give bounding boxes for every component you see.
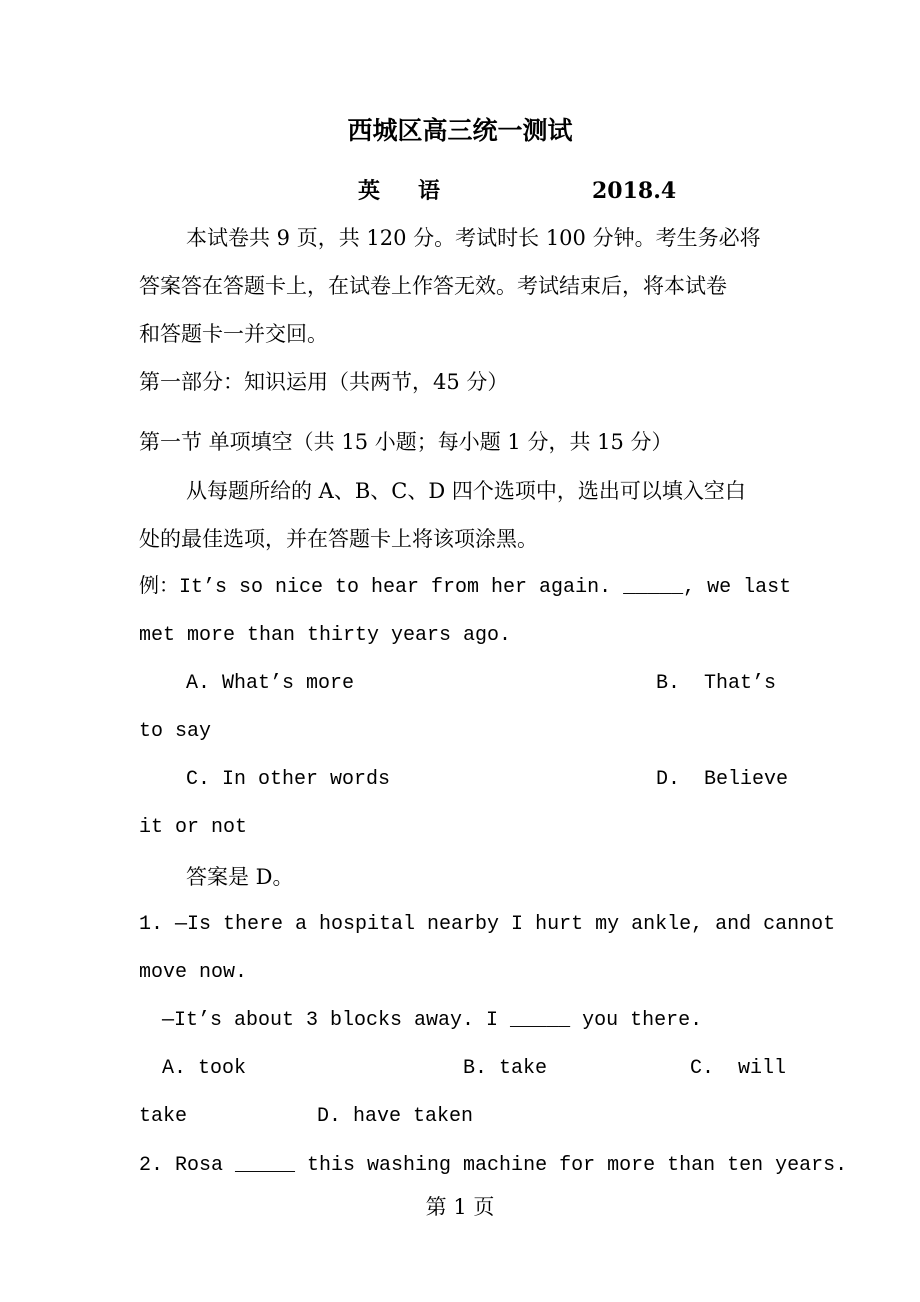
example-option-c: C. In other words [186, 768, 391, 791]
instructions-line-1: 本试卷共 9 页，共 120 分。考试时长 100 分钟。考生务必将 [186, 226, 761, 250]
exam-title: 西城区高三统一测试 [347, 116, 573, 145]
section1-direction-line-2: 处的最佳选项，并在答题卡上将该项涂黑。 [139, 527, 538, 551]
instructions-line-2: 答案答在答题卡上，在试卷上作答无效。考试结束后，将本试卷 [139, 274, 727, 298]
example-answer: 答案是 D。 [186, 865, 294, 889]
question-1-option-a: A. took [162, 1057, 247, 1080]
instructions-line-3: 和答题卡一并交回。 [139, 322, 328, 346]
section1-direction-line-1: 从每题所给的 A、B、C、D 四个选项中，选出可以填入空白 [186, 479, 746, 503]
section1-heading: 第一节 单项填空（共 15 小题；每小题 1 分，共 15 分） [139, 430, 673, 454]
example-option-b: B. That’s [656, 672, 777, 695]
example-option-a: A. What’s more [186, 672, 355, 695]
question-1-option-d: D. have taken [317, 1105, 474, 1128]
question-1-option-c-cont: take [139, 1105, 188, 1128]
example-option-d: D. Believe [656, 768, 789, 791]
example-option-b-cont: to say [139, 720, 212, 743]
question-1-line-1: 1. —Is there a hospital nearby I hurt my ankle, and cannot [139, 913, 836, 936]
part1-heading: 第一部分：知识运用（共两节，45 分） [139, 370, 509, 394]
example-line-2: met more than thirty years ago. [139, 624, 512, 647]
exam-subject: 英语 [358, 178, 479, 204]
question-1-line-3: —It’s about 3 blocks away. I _____ you there. [162, 1009, 703, 1032]
example-option-d-cont: it or not [139, 816, 248, 839]
example-line-1: 例：It’s so nice to hear from her again. _____, we last [139, 576, 792, 599]
question-1-line-2: move now. [139, 961, 248, 984]
question-2-line-1: 2. Rosa _____ this washing machine for more than ten years. [139, 1154, 848, 1177]
question-1-option-b: B. take [463, 1057, 548, 1080]
exam-date: 2018.4 [592, 178, 677, 204]
page-number: 第 1 页 [425, 1195, 495, 1219]
question-1-option-c: C. will [690, 1057, 787, 1080]
